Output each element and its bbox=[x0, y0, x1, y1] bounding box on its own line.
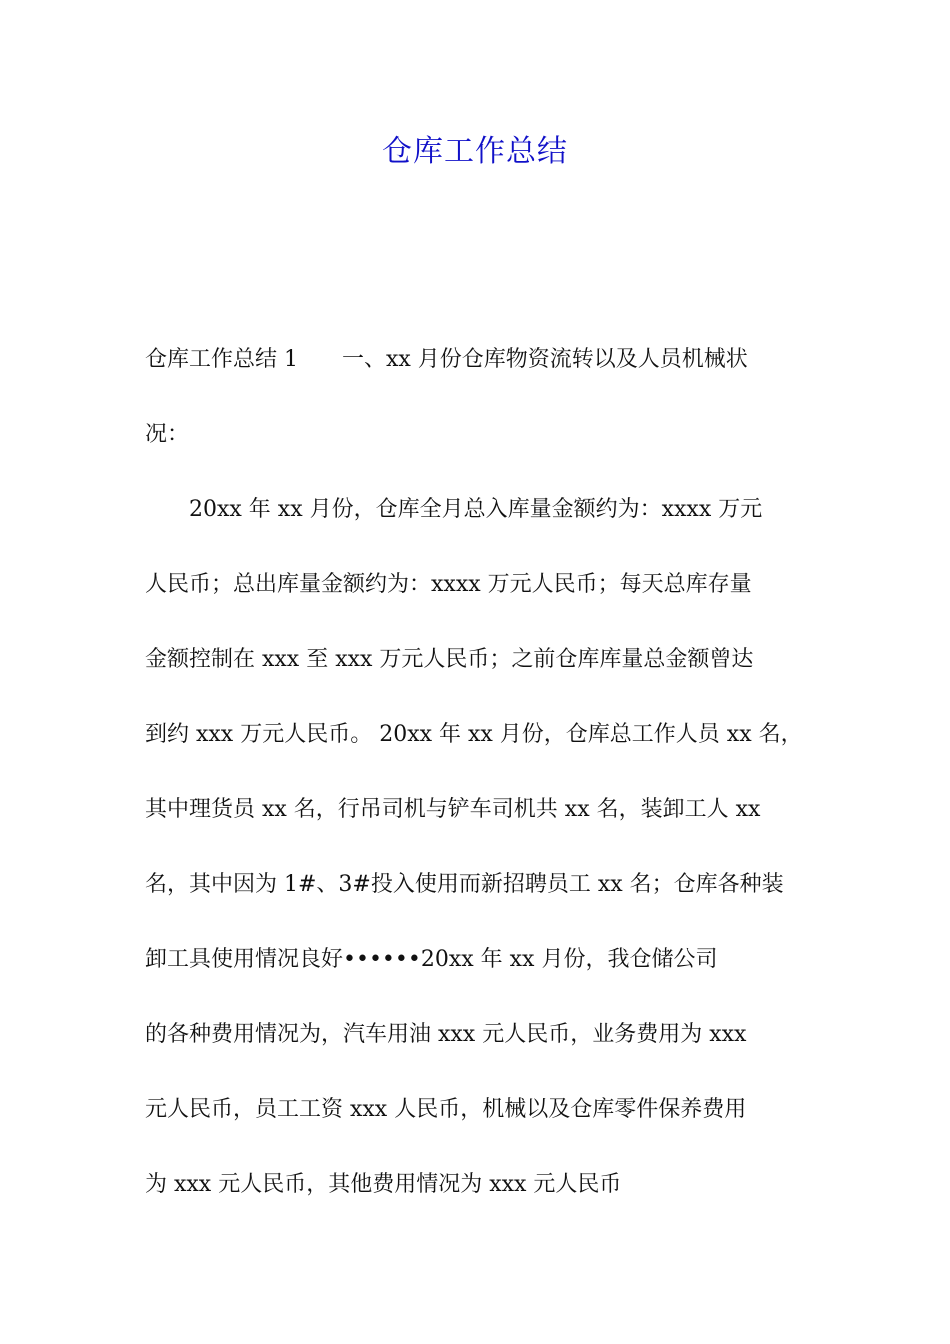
body-line: 元人民币，员工工资 xxx 人民币，机械以及仓库零件保养费用 bbox=[145, 1097, 747, 1122]
document-title: 仓库工作总结 bbox=[382, 134, 568, 169]
body-line: 人民币；总出库量金额约为：xxxx 万元人民币；每天总库存量 bbox=[145, 572, 752, 597]
body-line: 到约 xxx 万元人民币。 20xx 年 xx 月份，仓库总工作人员 xx 名， bbox=[145, 722, 803, 747]
body-line: 卸工具使用情况良好••••••20xx 年 xx 月份，我仓储公司 bbox=[145, 947, 718, 972]
body-line: 名，其中因为 1#、3#投入使用而新招聘员工 xx 名；仓库各种装 bbox=[145, 872, 784, 897]
body-line: 的各种费用情况为，汽车用油 xxx 元人民币，业务费用为 xxx bbox=[145, 1022, 747, 1047]
body-line: 20xx 年 xx 月份，仓库全月总入库量金额约为：xxxx 万元 bbox=[145, 497, 763, 522]
body-line: 为 xxx 元人民币，其他费用情况为 xxx 元人民币 bbox=[145, 1172, 622, 1197]
body-line: 仓库工作总结 1 一、xx 月份仓库物资流转以及人员机械状 bbox=[145, 347, 748, 372]
body-line: 其中理货员 xx 名，行吊司机与铲车司机共 xx 名，装卸工人 xx bbox=[145, 797, 761, 822]
body-line: 况： bbox=[145, 422, 190, 447]
body-line: 金额控制在 xxx 至 xxx 万元人民币；之前仓库库量总金额曾达 bbox=[145, 647, 754, 672]
